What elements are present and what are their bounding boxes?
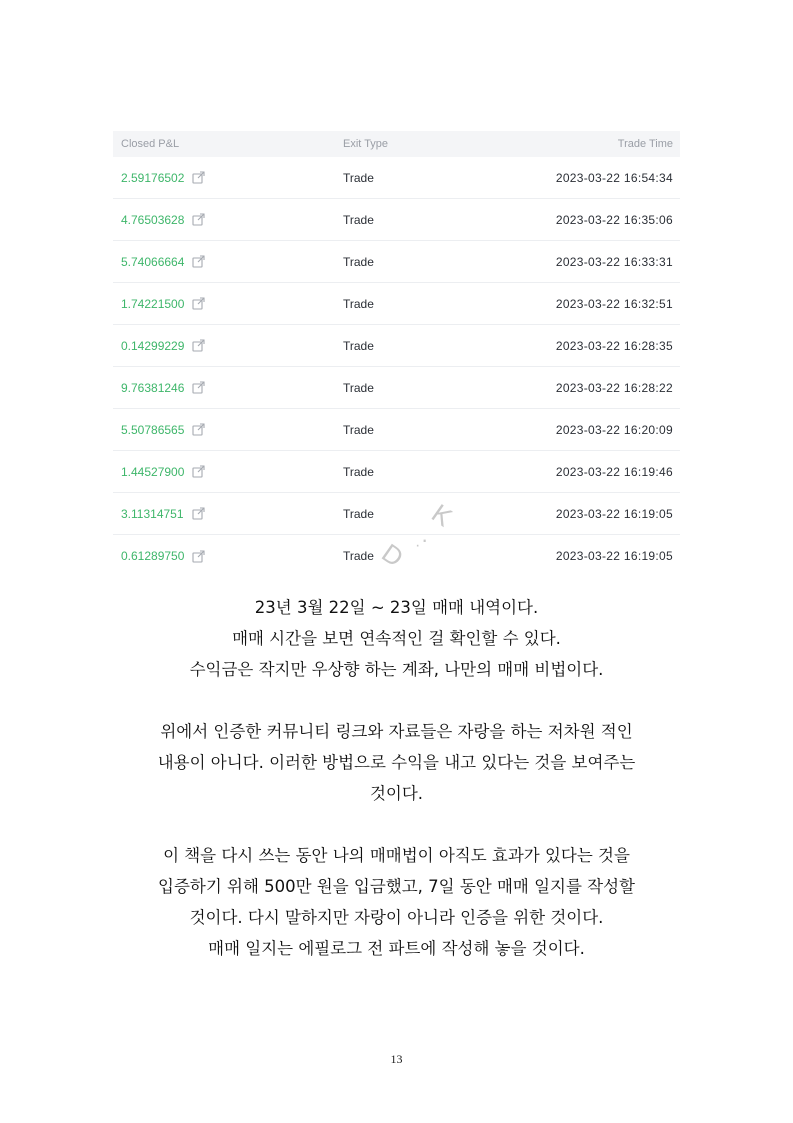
table-row	[113, 283, 680, 325]
closed-pnl-cell	[113, 171, 343, 185]
table-row	[113, 157, 680, 199]
closed-pnl-value[interactable]: 5.74066664	[121, 254, 185, 269]
closed-pnl-value[interactable]: 3.11314751	[121, 506, 184, 521]
trade-time-cell: 2023-03-22 16:32:51	[555, 296, 673, 311]
header-exit-type: Exit Type	[343, 138, 389, 150]
text-line: 것이다.	[369, 784, 424, 803]
external-link-icon[interactable]	[192, 339, 205, 352]
closed-pnl-cell	[113, 465, 343, 479]
text-line: 수익금은 작지만 우상향 하는 계좌, 나만의 매매 비법이다.	[189, 660, 604, 679]
text-line: 이 책을 다시 쓰는 동안 나의 매매법이 아직도 효과가 있다는 것을	[163, 846, 630, 865]
trade-time-cell: 2023-03-22 16:28:22	[555, 380, 673, 395]
external-link-icon[interactable]	[192, 381, 205, 394]
closed-pnl-cell	[113, 339, 343, 353]
closed-pnl-value[interactable]: 5.50786565	[121, 422, 185, 437]
exit-type-cell: Trade	[343, 296, 374, 311]
exit-type-cell: Trade	[343, 422, 374, 437]
exit-type-cell: Trade	[343, 338, 374, 353]
external-link-icon[interactable]	[192, 465, 205, 478]
table-row	[113, 367, 680, 409]
closed-pnl-cell	[113, 213, 343, 227]
closed-pnl-cell	[113, 549, 343, 563]
trade-time-cell: 2023-03-22 16:19:46	[555, 464, 673, 479]
trade-history-table	[113, 131, 680, 577]
table-body	[113, 157, 680, 577]
trade-time-cell: 2023-03-22 16:19:05	[555, 506, 673, 521]
external-link-icon[interactable]	[192, 255, 205, 268]
watermark-d: D	[376, 537, 409, 573]
watermark-dot-2: ·	[415, 537, 421, 554]
trade-time-cell: 2023-03-22 16:20:09	[555, 422, 673, 437]
closed-pnl-cell	[113, 507, 343, 521]
text-line: 것이다. 다시 말하지만 자랑이 아니라 인증을 위한 것이다.	[189, 908, 604, 927]
external-link-icon[interactable]	[192, 297, 205, 310]
trade-time-cell: 2023-03-22 16:19:05	[555, 549, 673, 563]
closed-pnl-cell	[113, 381, 343, 395]
external-link-icon[interactable]	[192, 507, 205, 520]
text-line: 매매 일지는 에필로그 전 파트에 작성해 놓을 것이다.	[208, 939, 585, 958]
closed-pnl-cell	[113, 255, 343, 269]
table-row	[113, 199, 680, 241]
body-text	[100, 592, 693, 964]
text-line: 위에서 인증한 커뮤니티 링크와 자료들은 자랑을 하는 저차원 적인	[160, 722, 633, 741]
trade-time-cell: 2023-03-22 16:33:31	[555, 254, 673, 269]
text-line: 입증하기 위해 500만 원을 입금했고, 7일 동안 매매 일지를 작성할	[158, 877, 635, 896]
external-link-icon[interactable]	[192, 423, 205, 436]
watermark-dot: ·	[421, 527, 429, 552]
external-link-icon[interactable]	[192, 213, 205, 226]
exit-type-cell: Trade	[343, 380, 374, 395]
closed-pnl-value[interactable]: 4.76503628	[121, 212, 185, 227]
table-header	[113, 131, 680, 157]
closed-pnl-value[interactable]: 1.44527900	[121, 464, 185, 479]
header-closed-pnl: Closed P&L	[121, 138, 180, 150]
watermark-k: K	[426, 497, 458, 533]
page-number: 13	[390, 1052, 403, 1066]
closed-pnl-value[interactable]: 0.61289750	[121, 549, 185, 563]
table-row	[113, 409, 680, 451]
text-line: 매매 시간을 보면 연속적인 걸 확인할 수 있다.	[232, 629, 561, 648]
exit-type-cell: Trade	[343, 254, 374, 269]
closed-pnl-value[interactable]: 9.76381246	[121, 380, 185, 395]
exit-type-cell: Trade	[343, 212, 374, 227]
table-row	[113, 241, 680, 283]
header-trade-time: Trade Time	[617, 138, 673, 150]
external-link-icon[interactable]	[192, 171, 205, 184]
exit-type-cell: Trade	[343, 549, 374, 563]
closed-pnl-value[interactable]: 0.14299229	[121, 338, 185, 353]
exit-type-cell: Trade	[343, 170, 374, 185]
table-row	[113, 451, 680, 493]
closed-pnl-value[interactable]: 1.74221500	[121, 296, 185, 311]
trade-time-cell: 2023-03-22 16:28:35	[555, 338, 673, 353]
closed-pnl-cell	[113, 297, 343, 311]
text-line: 내용이 아니다. 이러한 방법으로 수익을 내고 있다는 것을 보여주는	[157, 753, 636, 772]
exit-type-cell: Trade	[343, 506, 374, 521]
table-row	[113, 493, 680, 535]
table-row	[113, 325, 680, 367]
text-line: 23년 3월 22일 ~ 23일 매매 내역이다.	[254, 598, 539, 617]
external-link-icon[interactable]	[192, 550, 205, 563]
closed-pnl-cell	[113, 423, 343, 437]
trade-time-cell: 2023-03-22 16:54:34	[555, 170, 673, 185]
closed-pnl-value[interactable]: 2.59176502	[121, 170, 185, 185]
exit-type-cell: Trade	[343, 464, 374, 479]
trade-time-cell: 2023-03-22 16:35:06	[555, 212, 673, 227]
